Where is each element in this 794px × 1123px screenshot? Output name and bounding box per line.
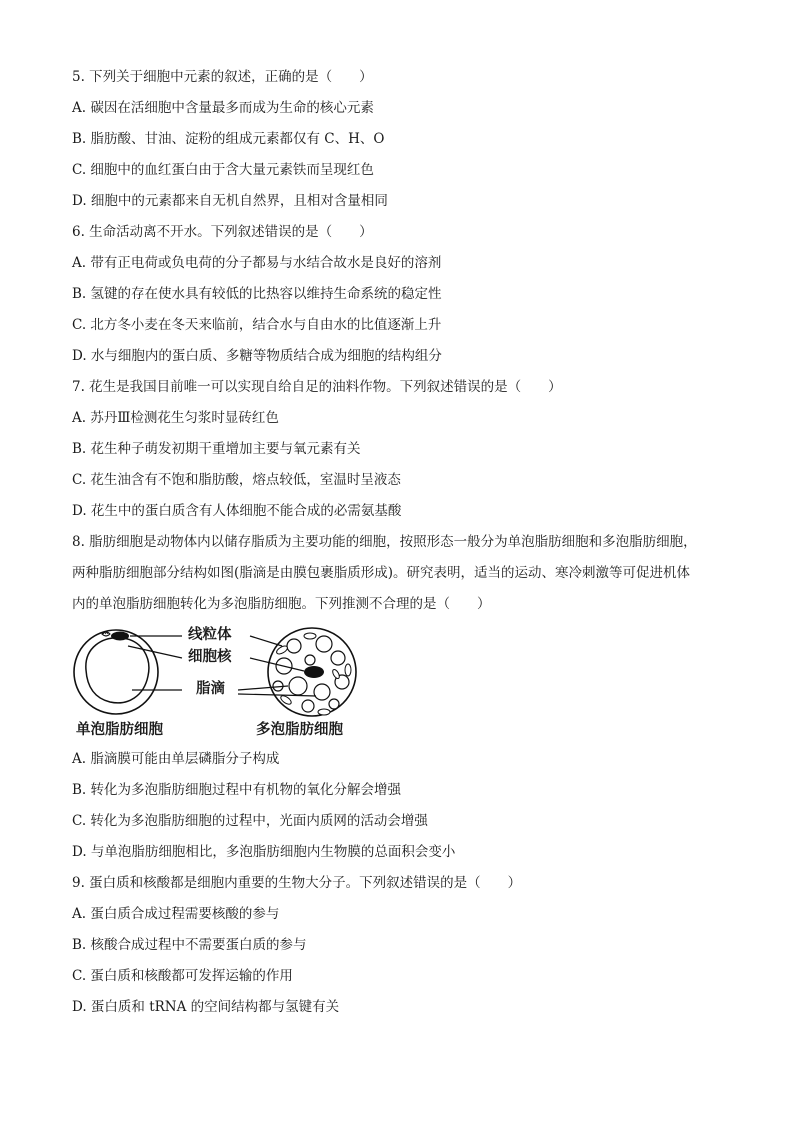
small-lipid-droplet [287, 639, 301, 653]
small-lipid-droplet [302, 700, 314, 712]
question-7 [72, 372, 732, 527]
large-lipid-droplet [86, 638, 149, 703]
option-c: C. 细胞中的血红蛋白由于含大量元素铁而呈现红色 [72, 162, 374, 178]
question-stem-line-3: 内的单泡脂肪细胞转化为多泡脂肪细胞。下列推测不合理的是（ ） [72, 596, 491, 612]
small-lipid-droplet [316, 636, 332, 652]
option-d: D. 水与细胞内的蛋白质、多糖等物质结合成为细胞的结构组分 [72, 348, 442, 364]
option-a: A. 脂滴膜可能由单层磷脂分子构成 [72, 751, 280, 767]
question-stem: 7. 花生是我国目前唯一可以实现自给自足的油料作物。下列叙述错误的是（ ） [72, 379, 562, 395]
leader-line-mitochondria-right [250, 636, 282, 646]
option-b: B. 花生种子萌发初期干重增加主要与氧元素有关 [72, 441, 361, 457]
mitochondrion-shape [304, 633, 316, 639]
unilocular-cell [74, 630, 158, 714]
exam-page [72, 62, 732, 1023]
nucleus-shape [304, 666, 324, 678]
option-b: B. 核酸合成过程中不需要蛋白质的参与 [72, 937, 307, 953]
caption-unilocular: 单泡脂肪细胞 [76, 722, 163, 738]
label-lipid-droplet: 脂滴 [196, 681, 225, 697]
small-lipid-droplet [305, 655, 315, 665]
option-a: A. 苏丹Ⅲ检测花生匀浆时显砖红色 [72, 410, 279, 426]
multilocular-cell [268, 628, 356, 716]
question-9 [72, 868, 732, 1023]
small-lipid-droplet [329, 699, 339, 709]
question-6 [72, 217, 732, 372]
option-a: A. 碳因在活细胞中含量最多而成为生命的核心元素 [72, 100, 374, 116]
option-c: C. 花生油含有不饱和脂肪酸，熔点较低，室温时呈液态 [72, 472, 401, 488]
option-d: D. 与单泡脂肪细胞相比，多泡脂肪细胞内生物膜的总面积会变小 [72, 844, 456, 860]
small-lipid-droplet [314, 684, 330, 700]
option-d: D. 蛋白质和 tRNA 的空间结构都与氢键有关 [72, 999, 340, 1015]
mitochondrion-shape [345, 664, 351, 676]
option-c: C. 转化为多泡脂肪细胞的过程中，光面内质网的活动会增强 [72, 813, 428, 829]
question-5 [72, 62, 732, 217]
label-mitochondria: 线粒体 [188, 627, 232, 643]
option-b: B. 转化为多泡脂肪细胞过程中有机物的氧化分解会增强 [72, 782, 402, 798]
option-d: D. 细胞中的元素都来自无机自然界，且相对含量相同 [72, 193, 388, 209]
mitochondrion-shape [318, 709, 330, 715]
option-b: B. 脂肪酸、甘油、淀粉的组成元素都仅有 C、H、O [72, 131, 385, 147]
small-lipid-droplet [331, 651, 345, 665]
question-stem-line-1: 8. 脂肪细胞是动物体内以储存脂质为主要功能的细胞，按照形态一般分为单泡脂肪细胞和多泡脂肪细胞， [72, 534, 697, 550]
small-lipid-droplet [289, 677, 307, 695]
question-stem: 9. 蛋白质和核酸都是细胞内重要的生物大分子。下列叙述错误的是（ ） [72, 875, 522, 891]
fat-cell-figure [72, 624, 372, 742]
label-nucleus: 细胞核 [188, 649, 232, 665]
option-c: C. 蛋白质和核酸都可发挥运输的作用 [72, 968, 293, 984]
caption-multilocular: 多泡脂肪细胞 [256, 722, 343, 738]
question-8 [72, 527, 732, 868]
nucleus-shape [111, 632, 129, 641]
option-c: C. 北方冬小麦在冬天来临前，结合水与自由水的比值逐渐上升 [72, 317, 442, 333]
option-a: A. 蛋白质合成过程需要核酸的参与 [72, 906, 280, 922]
question-stem-line-2: 两种脂肪细胞部分结构如图(脂滴是由膜包裹脂质形成)。研究表明，适当的运动、寒冷刺激等可促进机体 [72, 565, 691, 581]
question-stem: 5. 下列关于细胞中元素的叙述，正确的是（ ） [72, 69, 373, 85]
question-stem: 6. 生命活动离不开水。下列叙述错误的是（ ） [72, 224, 373, 240]
option-b: B. 氢键的存在使水具有较低的比热容以维持生命系统的稳定性 [72, 286, 442, 302]
option-a: A. 带有正电荷或负电荷的分子都易与水结合故水是良好的溶剂 [72, 255, 442, 271]
option-d: D. 花生中的蛋白质含有人体细胞不能合成的必需氨基酸 [72, 503, 402, 519]
